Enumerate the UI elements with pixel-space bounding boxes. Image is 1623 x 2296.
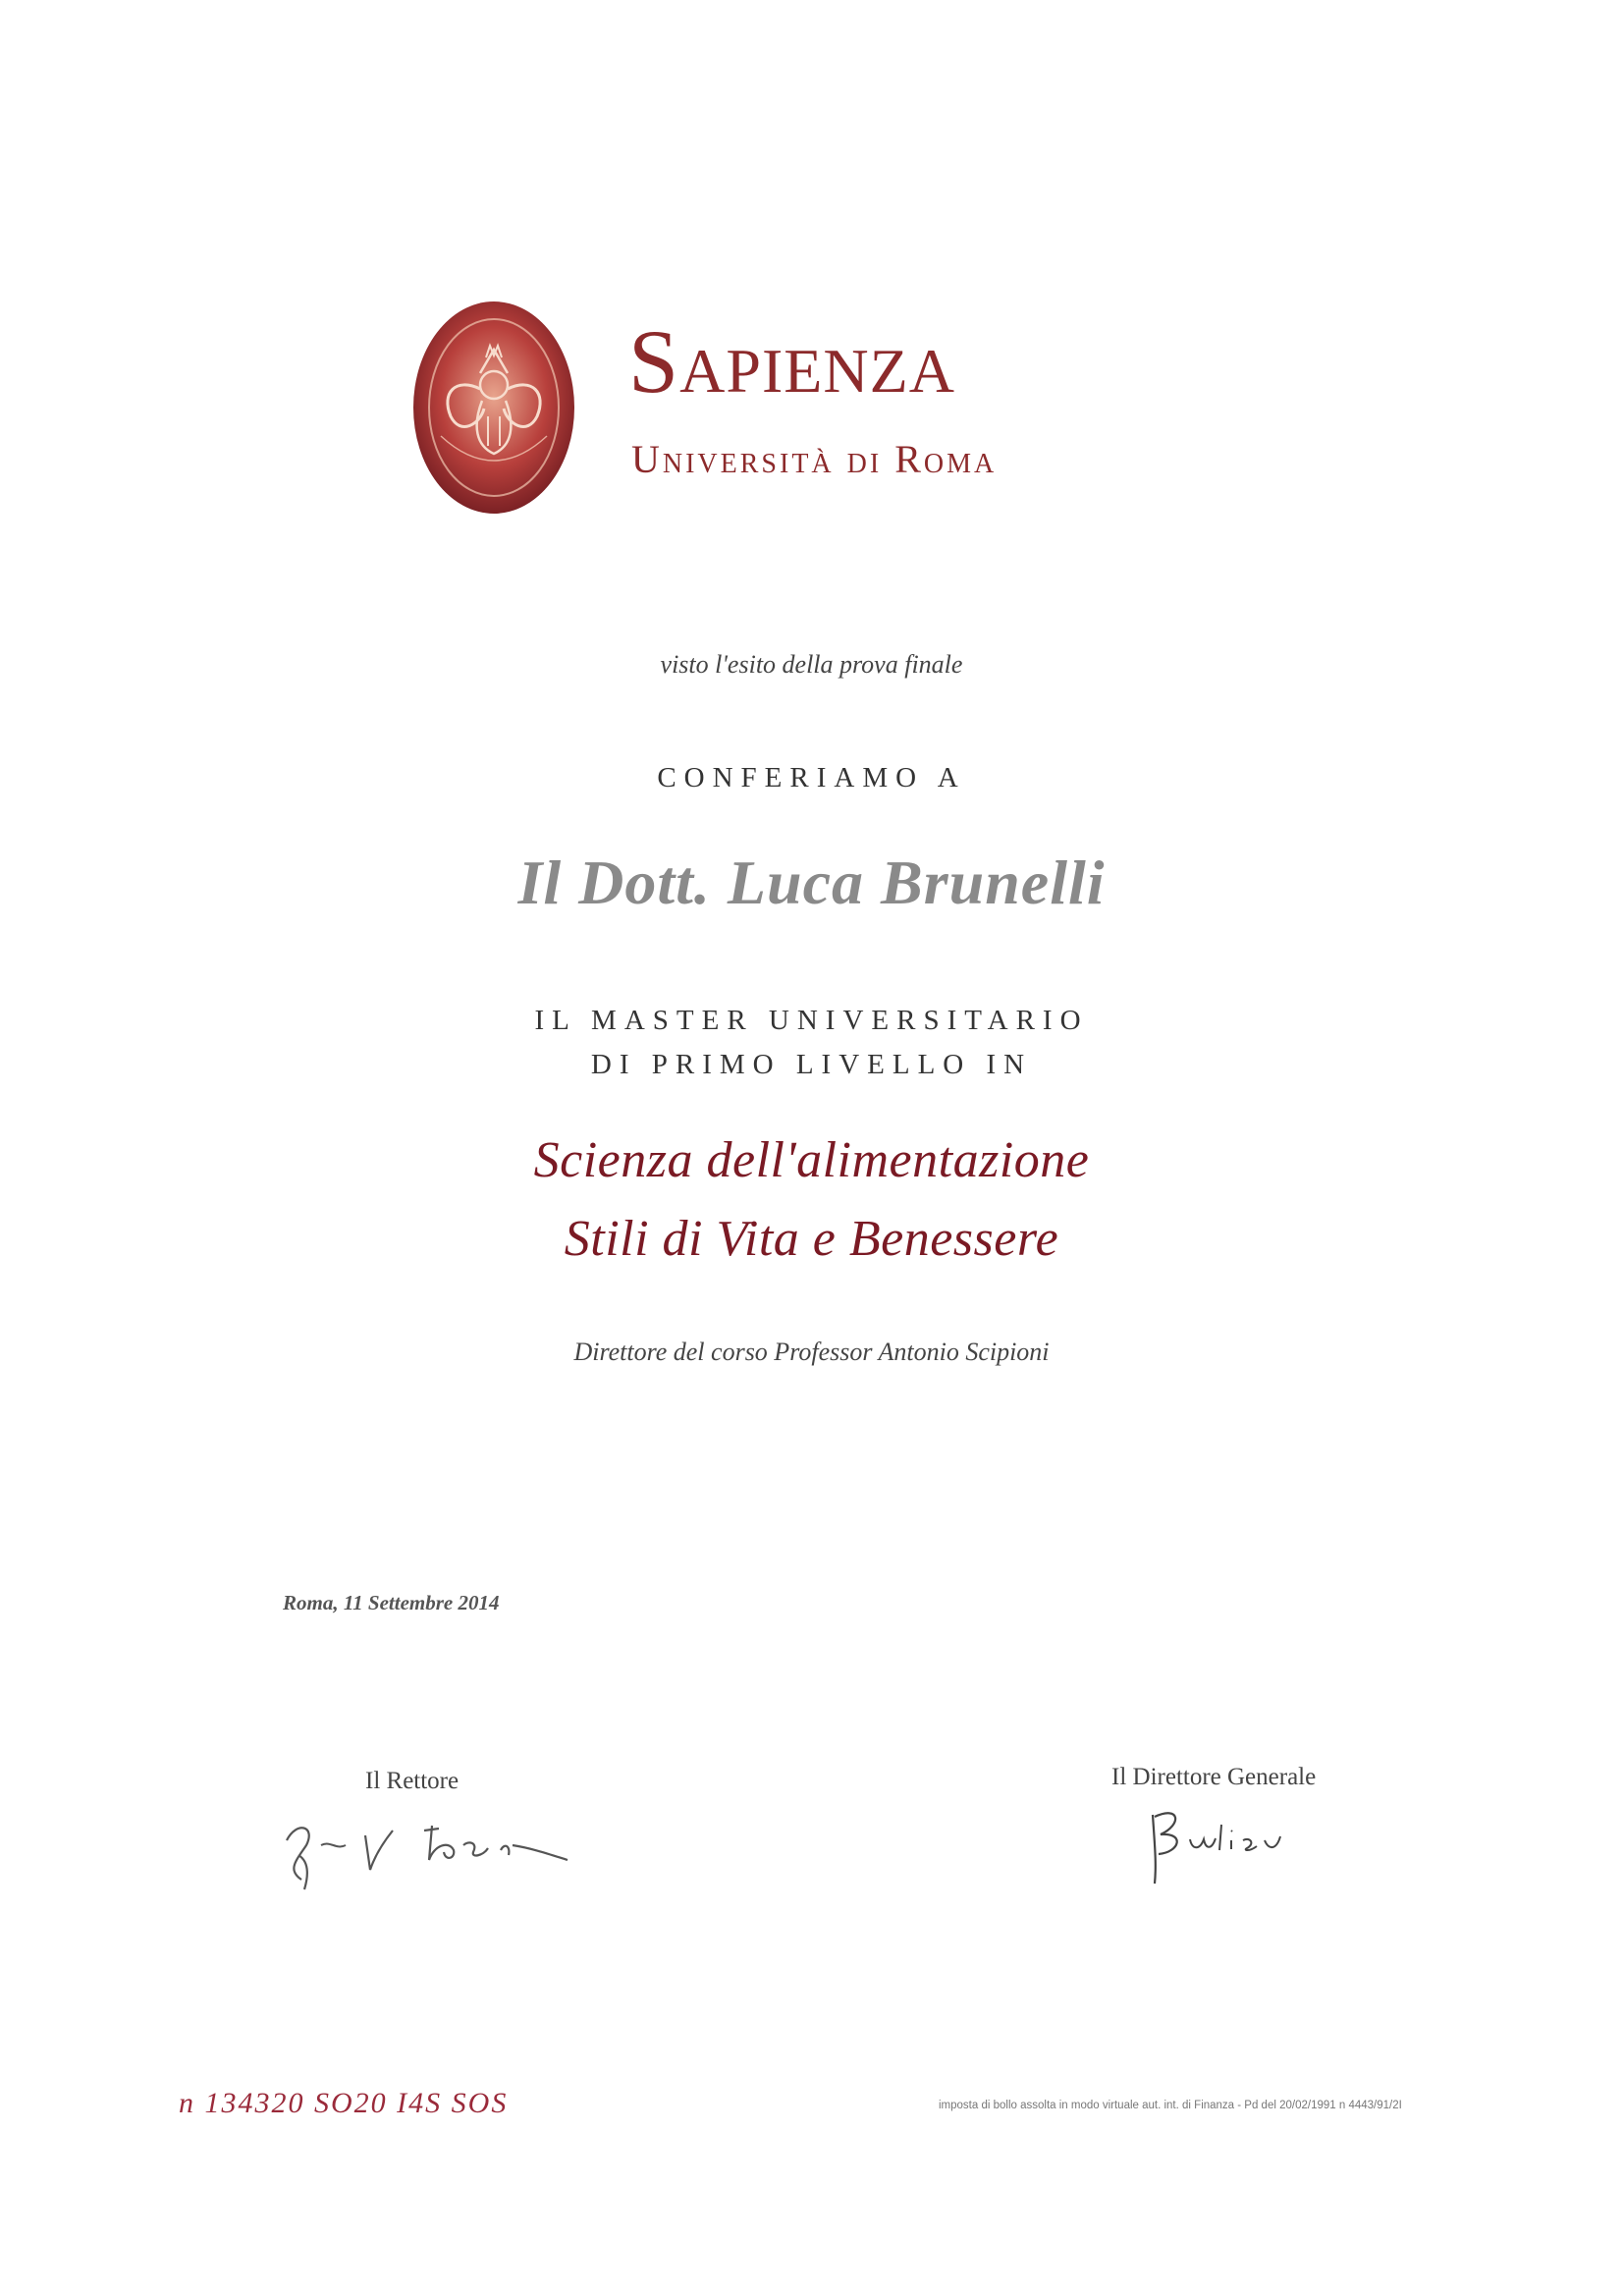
- general-director-label: Il Direttore Generale: [1111, 1764, 1317, 1790]
- course-title-line-1: Scienza dell'alimentazione: [533, 1132, 1090, 1188]
- intro-text: visto l'esito della prova finale: [660, 650, 963, 679]
- rector-label: Il Rettore: [365, 1768, 460, 1794]
- stamp-duty-note: imposta di bollo assolta in modo virtuale aut. int. di Finanza - Pd del 20/02/1991 n 4443/91/2I: [939, 2100, 1402, 2111]
- course-director: Direttore del corso Professor Antonio Scipioni: [573, 1338, 1050, 1366]
- university-subtitle: Università di Roma: [631, 437, 998, 481]
- degree-line-1: IL MASTER UNIVERSITARIO: [534, 1005, 1089, 1036]
- university-name: Sapienza: [628, 311, 955, 411]
- recipient-name: Il Dott. Luca Brunelli: [517, 847, 1106, 917]
- degree-line-2: DI PRIMO LIVELLO IN: [590, 1049, 1033, 1080]
- course-title-line-2: Stili di Vita e Benessere: [564, 1211, 1059, 1267]
- conferral-text: CONFERIAMO A: [657, 762, 966, 793]
- place-date: Roma, 11 Settembre 2014: [283, 1591, 500, 1614]
- serial-number: n 134320 SO20 I4S SOS: [179, 2087, 509, 2119]
- general-director-signature: [1141, 1795, 1298, 1893]
- sapienza-seal-icon: [411, 299, 576, 517]
- rector-signature: [277, 1801, 571, 1899]
